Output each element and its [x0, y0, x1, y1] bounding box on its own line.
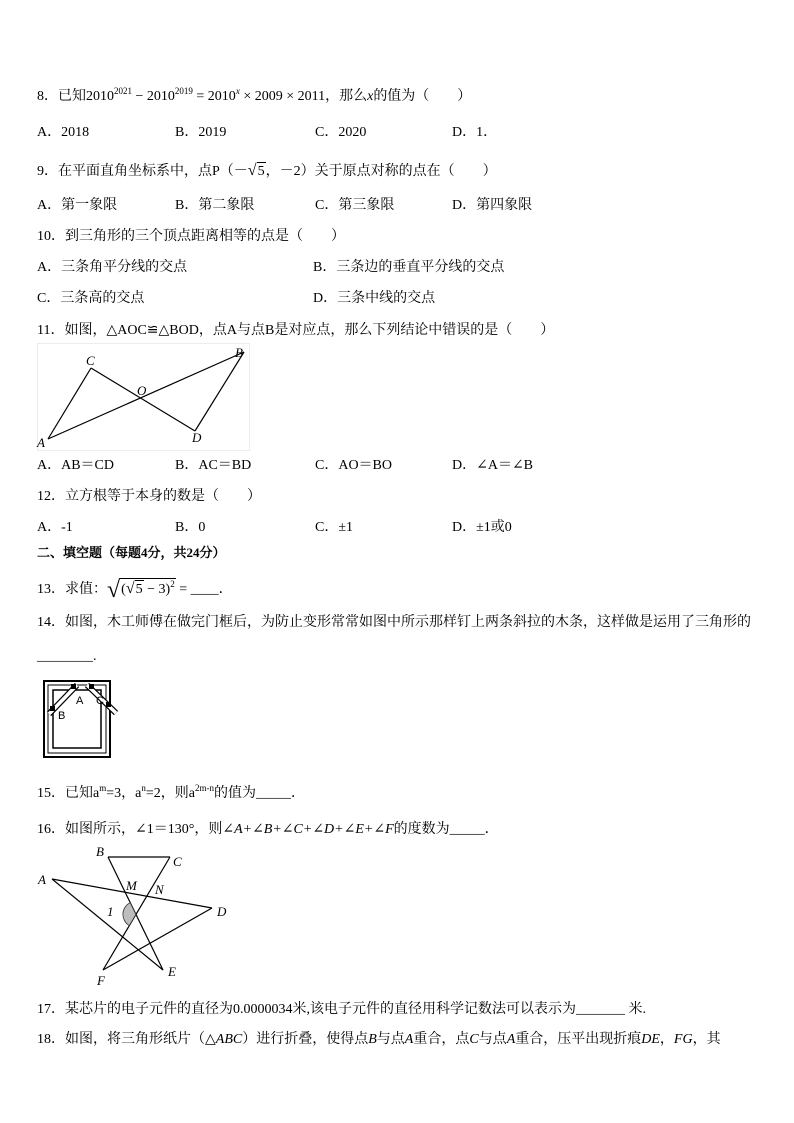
q18-point: A	[506, 1032, 516, 1047]
q8-option-b: B．2019	[175, 125, 227, 140]
label-e: E	[168, 964, 176, 979]
q14-end: .	[93, 649, 97, 664]
q16-answer-blank: _____	[449, 822, 485, 837]
q8-stem	[37, 86, 472, 105]
label-b: B	[58, 710, 66, 722]
q11-stem	[37, 323, 554, 339]
q18-text: 重合，点	[413, 1032, 470, 1047]
q13-math: − 3	[143, 582, 166, 597]
q13-text: 求值：	[65, 582, 107, 597]
label-d: D	[192, 430, 202, 445]
q13-inner-radicand: 5	[135, 582, 143, 597]
q12-option-a: A．-1	[37, 520, 73, 535]
q13-inner-radical-sign: √	[125, 580, 135, 597]
q13-number: 13．	[37, 582, 65, 597]
q11-option-b: B．AC＝BD	[175, 458, 252, 473]
q15-exponent: m	[99, 783, 107, 793]
q18-text: 如图，将三角形纸片（	[65, 1032, 205, 1047]
q10-option-b: B．三条边的垂直平分线的交点	[313, 260, 505, 275]
segment-cd	[91, 368, 195, 431]
label-n: N	[155, 882, 164, 897]
q16-end: ．	[484, 822, 499, 837]
q18-text: 与点	[478, 1032, 507, 1047]
label-f: F	[97, 973, 105, 988]
q13-end: ．	[218, 582, 233, 597]
q18-text: 与点	[376, 1032, 405, 1047]
q16-text: 如图所示，∠1＝130°，则	[65, 822, 223, 837]
segment-bd	[195, 352, 244, 431]
q15-text: =3，a	[106, 786, 142, 801]
q13-equals: =	[175, 582, 191, 597]
q15-stem	[37, 783, 305, 802]
q18-point: C	[469, 1032, 479, 1047]
q14-stem	[37, 615, 751, 631]
label-d: D	[217, 904, 227, 919]
q13-stem	[37, 577, 233, 603]
q13-left-paren: (	[121, 582, 126, 597]
angle-1-marker	[123, 903, 136, 926]
q17-text: 某芯片的电子元件的直径为0.0000034米,该电子元件的直径用科学记数法可以表示为	[65, 1002, 576, 1017]
q10-stem	[37, 229, 345, 245]
q15-exponent: n	[141, 783, 146, 793]
q16-figure	[34, 840, 234, 990]
q12-number: 12．	[37, 489, 65, 504]
q17-answer-blank: _______	[576, 1002, 625, 1017]
label-c: C	[96, 695, 104, 707]
q11-figure	[37, 343, 252, 453]
q18-text: ，	[659, 1032, 674, 1047]
section-title: 二、填空题（每题4分，共24分）	[37, 545, 226, 560]
q13-right-paren: )	[165, 582, 171, 597]
q15-text: =2，则a	[145, 786, 195, 801]
nail-left-low	[50, 706, 55, 711]
q8-variable: x	[367, 89, 374, 104]
q18-text: ，其	[692, 1032, 721, 1047]
q9-number: 9．	[37, 164, 58, 179]
q13-exponent: 2	[170, 579, 175, 589]
q18-text: ）进行折叠，使得点	[242, 1032, 369, 1047]
q9-stem	[37, 162, 497, 180]
q15-text: 的值为	[213, 786, 256, 801]
q14-text: 如图，木工师傅在做完门框后，为防止变形常常如图中所示那样钉上两条斜拉的木条，这样做是运用了三角形的	[65, 615, 751, 630]
q10-text: 到三角形的三个顶点距离相等的点是（ ）	[65, 229, 345, 244]
label-o: O	[137, 383, 147, 398]
q15-text: 已知a	[65, 786, 100, 801]
label-angle-1: 1	[107, 904, 114, 919]
q10-option-c: C．三条高的交点	[37, 291, 145, 306]
q8-math: = 2010	[192, 89, 236, 104]
q18-crease: FG	[673, 1032, 693, 1047]
q13-outer-radicand	[120, 578, 176, 597]
q9-radical-sign: √	[247, 162, 257, 179]
q9-option-d: D．第四象限	[452, 198, 533, 213]
label-a: A	[38, 872, 46, 887]
door-frame-outer	[44, 681, 110, 757]
q13-outer-radical-sign: √	[107, 577, 121, 603]
q18-triangle: △ABC	[205, 1032, 243, 1047]
q8-exponent: 2019	[174, 86, 193, 96]
q8-exponent: x	[235, 86, 240, 96]
q18-number: 18．	[37, 1032, 65, 1047]
q9-option-b: B．第二象限	[175, 198, 255, 213]
q14-answer-blank: ________	[37, 649, 93, 664]
q8-option-a: A．2018	[37, 125, 90, 140]
q8-option-c: C．2020	[315, 125, 367, 140]
segment-ac	[48, 368, 91, 439]
nail-right-high	[89, 684, 94, 689]
q8-math: − 2010	[132, 89, 175, 104]
q16-number: 16．	[37, 822, 65, 837]
q8-option-d: D．1．	[452, 125, 498, 140]
q8-number: 8．	[37, 89, 58, 104]
q8-text: 的值为（ ）	[373, 89, 472, 104]
q18-text: 重合，压平出现折痕	[515, 1032, 642, 1047]
q17-stem	[37, 1002, 646, 1018]
q14-answer-line	[37, 649, 97, 665]
q9-option-c: C．第三象限	[315, 198, 395, 213]
label-a: A	[37, 435, 45, 450]
q11-option-a: A．AB＝CD	[37, 458, 115, 473]
q14-door-frame-figure	[40, 676, 120, 762]
q18-point: A	[404, 1032, 414, 1047]
label-b: B	[235, 345, 243, 360]
q11-option-d: D．∠A＝∠B	[452, 458, 534, 473]
q15-number: 15．	[37, 786, 65, 801]
q11-number: 11．	[37, 323, 65, 338]
nail-left-high	[71, 684, 76, 689]
label-c: C	[173, 854, 182, 869]
q8-exponent: 2021	[114, 86, 132, 96]
q15-answer-blank: _____	[255, 786, 291, 801]
segment-fd	[103, 908, 212, 970]
q12-option-b: B．0	[175, 520, 206, 535]
q9-text: 在平面直角坐标系中，点P（－	[58, 164, 248, 179]
q8-math: × 2009 × 2011	[239, 89, 326, 104]
q16-text: 的度数为	[393, 822, 450, 837]
q18-crease: DE	[641, 1032, 660, 1047]
q18-stem	[37, 1032, 721, 1048]
q16-stem	[37, 822, 499, 838]
q10-number: 10．	[37, 229, 65, 244]
q16-angle-sum: ∠A+∠B+∠C+∠D+∠E+∠F	[222, 822, 394, 837]
q12-text: 立方根等于本身的数是（ ）	[65, 489, 261, 504]
q12-option-d: D．±1或0	[452, 520, 512, 535]
q13-answer-blank: ____	[190, 582, 219, 597]
label-b: B	[96, 844, 104, 859]
q14-number: 14．	[37, 615, 65, 630]
q9-radicand: 5	[257, 164, 265, 179]
q10-option-a: A．三条角平分线的交点	[37, 260, 188, 275]
q8-text: ，那么	[325, 89, 368, 104]
q17-end: 米.	[625, 1002, 646, 1017]
q10-option-d: D．三条中线的交点	[313, 291, 436, 306]
q9-text: ，－2）关于原点对称的点在（ ）	[265, 164, 497, 179]
q12-option-c: C．±1	[315, 520, 354, 535]
q18-point: B	[368, 1032, 377, 1047]
q11-text: 如图，△AOC≌△BOD，点A与点B是对应点，那么下列结论中错误的是（ ）	[64, 323, 555, 338]
q9-option-a: A．第一象限	[37, 198, 118, 213]
q8-text: 已知	[58, 89, 86, 104]
q15-exponent: 2m-n	[194, 783, 214, 793]
q11-option-c: C．AO＝BO	[315, 458, 393, 473]
segment-ae	[52, 879, 163, 970]
label-m: M	[126, 878, 137, 893]
label-c: C	[86, 353, 95, 368]
q12-stem	[37, 489, 261, 505]
q15-end: ．	[290, 786, 305, 801]
q8-math: 2010	[86, 89, 114, 104]
label-a: A	[76, 695, 84, 707]
nail-right-low	[106, 702, 111, 707]
q17-number: 17．	[37, 1002, 65, 1017]
